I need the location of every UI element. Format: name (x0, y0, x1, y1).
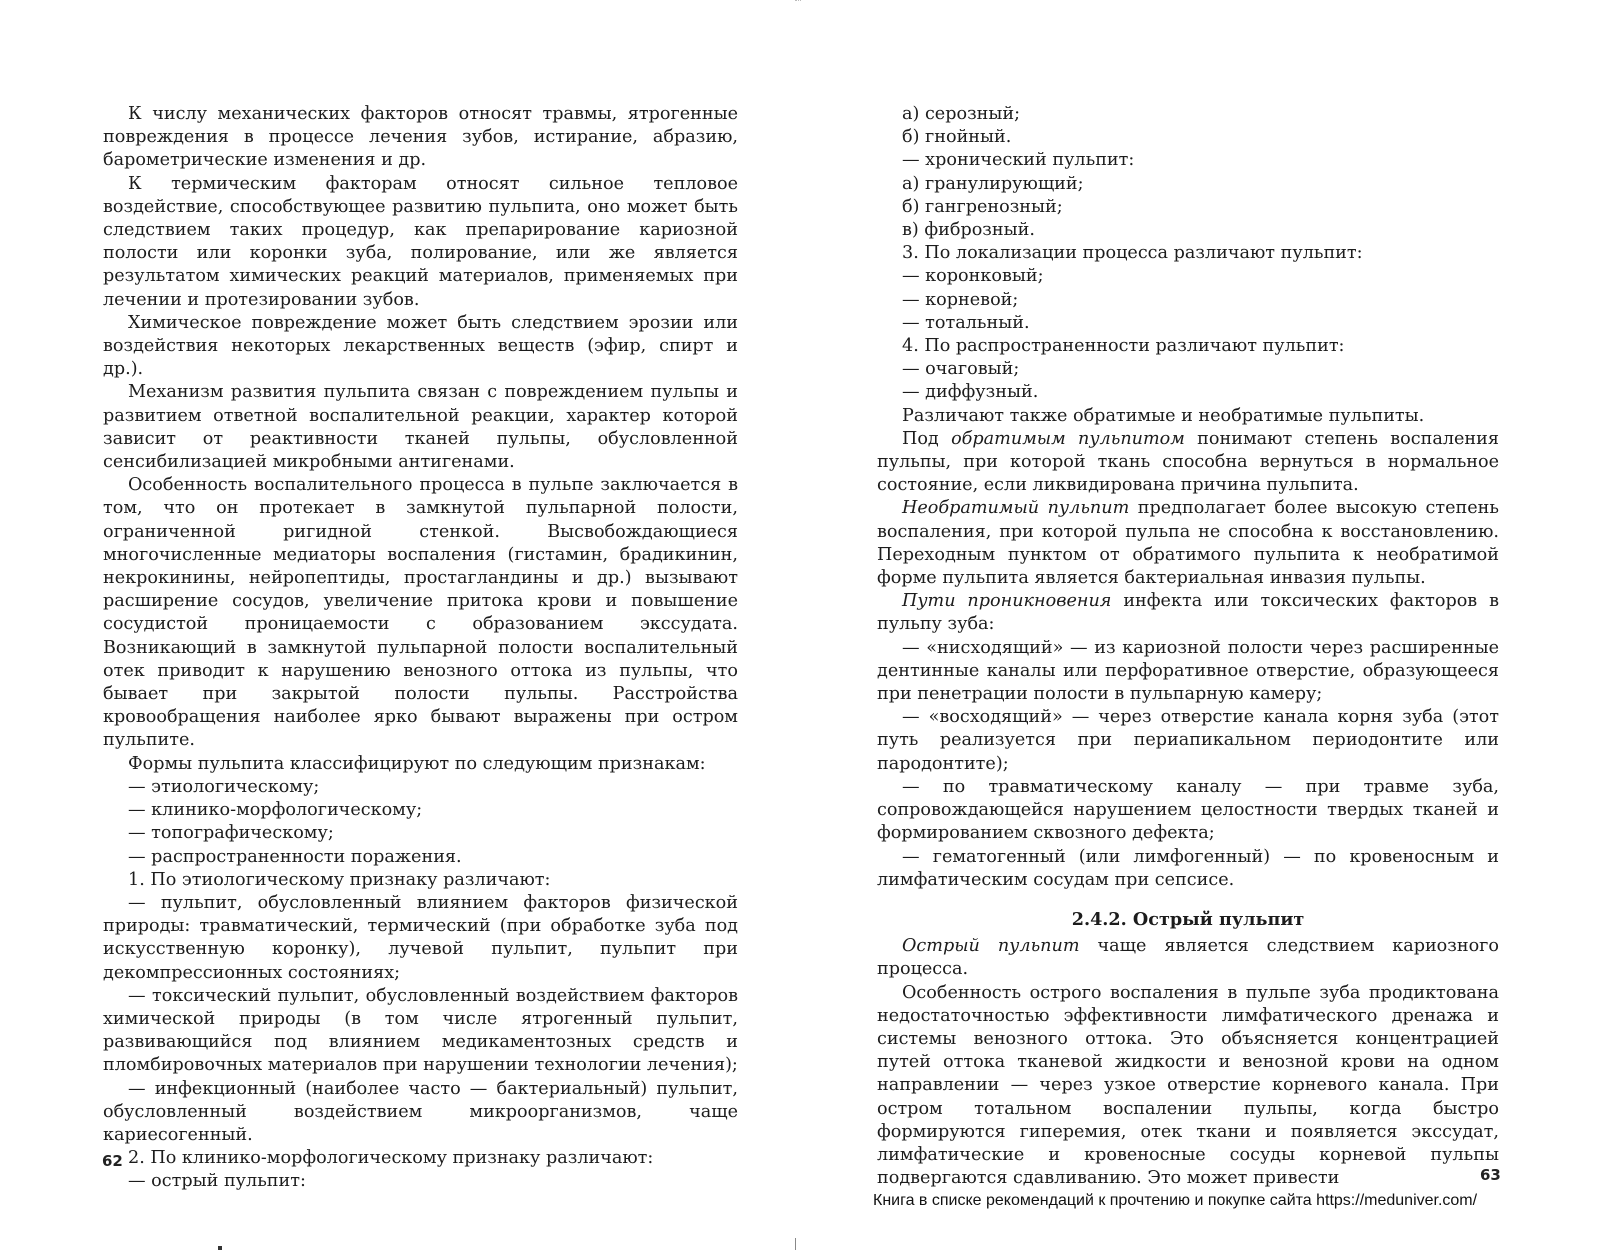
gutter-mark (795, 0, 801, 7)
list-heading: 1. По этиологическому признаку различают: (128, 869, 551, 890)
paragraph: Особенность острого воспаления в пульпе зуба продиктована недостаточностью эффективности лимфатического дренажа и системы венозного оттока. Это объясняется концентрацией путей оттока тканевой жидкости и венозной крови на одном направлении — через узкое отверстие корневого канала. При остром тотальном воспалении пульпы, когда быстро формируются гиперемия, отек ткани и появляется экссудат, лимфатические и кровеносные сосуды корневой пульпы подвергаются сдавливанию. Это может привести (877, 982, 1499, 1189)
list-item: — топографическому; (128, 823, 334, 844)
list-item: — инфекционный (наиболее часто — бактериальный) пульпит, обусловленный воздействием микроорганизмов, чаще кариесогенный. (103, 1078, 738, 1145)
emphasis-term: Острый пульпит (902, 936, 1080, 957)
list-item: — корневой; (902, 289, 1019, 310)
page-number-left: 62 (102, 1152, 123, 1170)
list-item: — «нисходящий» — из кариозной полости через расширенные дентинные каналы или перфоративное отверстие, образующееся при пенетрации полости в пульпарную камеру; (877, 637, 1499, 705)
list-item: — диффузный. (902, 382, 1039, 403)
list-item: — клинико-морфологическому; (128, 800, 423, 821)
list-item: а) серозный; (902, 104, 1021, 124)
list-item: — этиологическому; (128, 776, 320, 797)
emphasis-term: обратимым пульпитом (951, 428, 1185, 449)
list-item: — хронический пульпит: (902, 150, 1135, 171)
list-item: а) гранулирующий; (902, 173, 1084, 194)
list-item: — тотальный. (902, 312, 1030, 333)
list-item: в) фиброзный. (902, 220, 1035, 241)
right-page-text (877, 103, 1499, 1190)
left-page-text (103, 103, 738, 1194)
list-item: — распространенности поражения. (128, 846, 462, 867)
text-run: инфекта или токсических факторов в пульпу зуба: (877, 591, 1499, 635)
footer-note: Книга в списке рекомендаций к прочтению и покупке сайта https://meduniver.com/ (873, 1192, 1478, 1209)
gutter-mark (795, 1238, 802, 1250)
text-run: понимают степень воспаления пульпы, при которой ткань способна вернуться в нормальное состояние, если ликвидирована причина пульпита. (877, 428, 1499, 496)
paragraph: Механизм развития пульпита связан с повреждением пульпы и развитием ответной воспалительной реакции, характер которой зависит от реактивности тканей пульпы, обусловленной сенсибилизацией микробными антигенами. (103, 382, 738, 473)
list-item: — коронковый; (902, 266, 1044, 287)
paragraph: К числу механических факторов относят травмы, ятрогенные повреждения в процессе лечения зубов, истирание, абразию, барометрические изменения и др. (103, 104, 738, 171)
paragraph: Формы пульпита классифицируют по следующим признакам: (128, 753, 706, 774)
text-run: предполагает более высокую степень воспаления, при которой пульпа не способна к восстановлению. Переходным пунктом от обратимого пульпита к необратимой форме пульпита является бактериальная инвазия пульпы. (877, 498, 1499, 589)
emphasis-term: Необратимый пульпит (902, 498, 1130, 519)
paragraph: Химическое повреждение может быть следствием эрозии или воздействия некоторых лекарственных веществ (эфир, спирт и др.). (103, 312, 738, 380)
list-heading: 2. По клинико-морфологическому признаку различают: (128, 1148, 654, 1169)
text-run: чаще является следствием кариозного процесса. (877, 936, 1499, 980)
emphasis-term: Пути проникновения (902, 591, 1112, 612)
list-item: — гематогенный (или лимфогенный) — по кровеносным и лимфатическим сосудам при сепсисе. (877, 846, 1499, 890)
text-run: Под (902, 428, 952, 449)
list-item: — очаговый; (902, 359, 1020, 380)
paragraph: Особенность воспалительного процесса в пульпе заключается в том, что он протекает в замкнутой пульпарной полости, ограниченной ригидной стенкой. Высвобождающиеся многочисленные медиаторы воспаления (гистамин, брадикинин, некрокинины, нейропептиды, простагландины и др.) вызывают расширение сосудов, увеличение притока крови и повышение сосудистой проницаемости с образованием экссудата. Возникающий в замкнутой пульпарной полости воспалительный отек приводит к нарушению венозного оттока из пульпы, что бывает при закрытой полости пульпы. Расстройства кровообращения наиболее ярко бывают выражены при остром пульпите. (103, 475, 738, 751)
list-item: — «восходящий» — через отверстие канала корня зуба (этот путь реализуется при периапикальном периодонтите или пародонтите); (877, 707, 1499, 774)
list-heading: 3. По локализации процесса различают пульпит: (902, 243, 1363, 264)
list-item: — токсический пульпит, обусловленный воздействием факторов химической природы (в том числе ятрогенный пульпит, развивающийся под влиянием медикаментозных средств и пломбировочных материалов при нарушении технологии лечения); (103, 985, 738, 1076)
list-item: б) гнойный. (902, 127, 1012, 148)
list-item: — пульпит, обусловленный влиянием факторов физической природы: травматический, термический (при обработке зуба под искусственную коронку), лучевой пульпит, пульпит при декомпрессионных состояниях; (103, 892, 738, 983)
paragraph: К термическим факторам относят сильное тепловое воздействие, способствующее развитию пульпита, оно может быть следствием таких процедур, как препарирование кариозной полости или коронки зуба, полирование, или же является результатом химических реакций материалов, применяемых при лечении и протезировании зубов. (103, 173, 738, 310)
paragraph-reversible (877, 428, 1499, 498)
paragraph-paths (877, 590, 1499, 636)
paragraph-acute (877, 935, 1499, 981)
list-item: — по травматическому каналу — при травме зуба, сопровождающейся нарушением целостности твердых тканей и формированием сквозного дефекта; (877, 776, 1499, 844)
scan-artifact (218, 1246, 222, 1250)
paragraph-irreversible (877, 497, 1499, 590)
list-heading: 4. По распространенности различают пульпит: (902, 336, 1345, 357)
list-item: — острый пульпит: (128, 1171, 306, 1192)
list-item: б) гангренозный; (902, 196, 1063, 217)
page-number-right: 63 (1480, 1166, 1501, 1184)
section-heading: 2.4.2. Острый пульпит (1071, 908, 1305, 930)
paragraph: Различают также обратимые и необратимые пульпиты. (902, 405, 1425, 426)
